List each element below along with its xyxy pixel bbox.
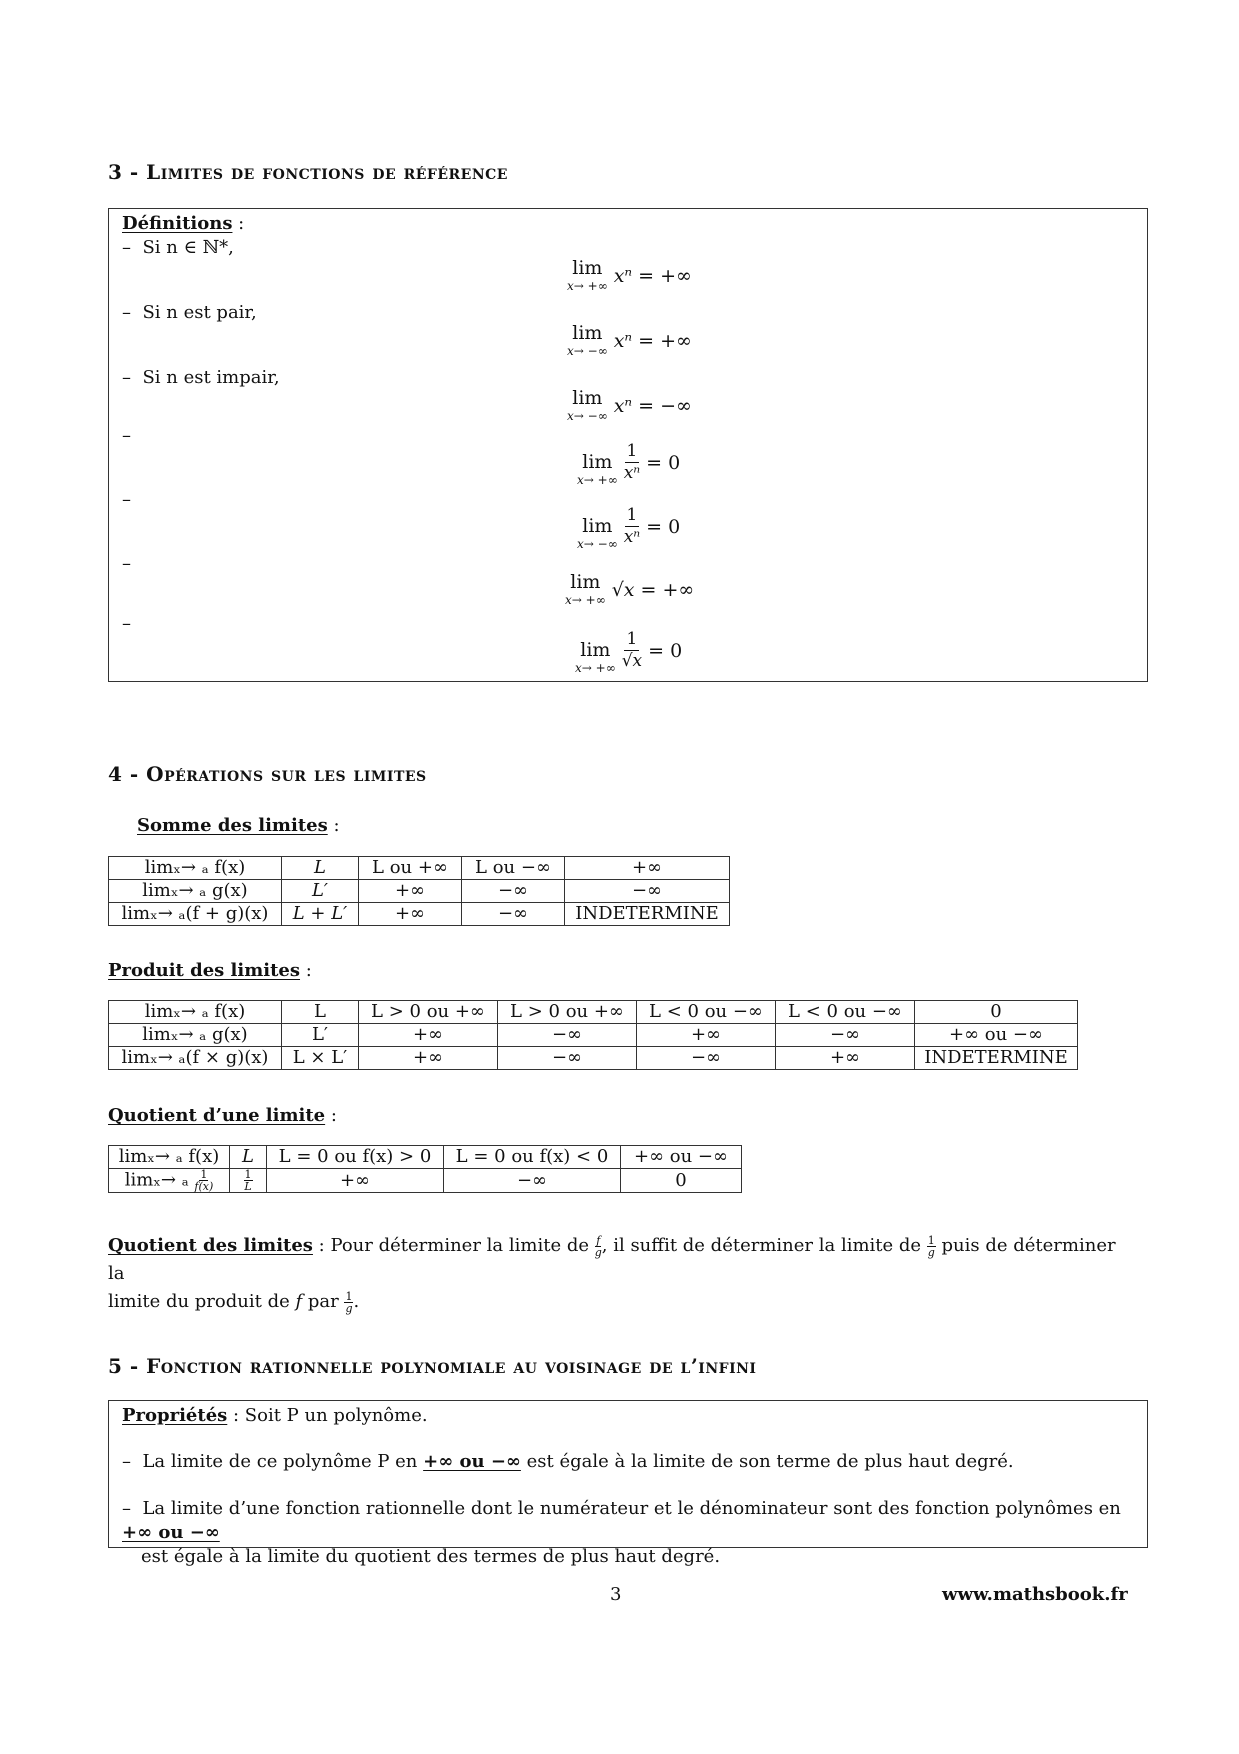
definition-item-1: – Si n ∈ ℕ*, [122, 237, 234, 258]
definitions-box [108, 208, 1148, 682]
somme-heading: Somme des limites : [137, 815, 340, 836]
formula-1: lim x→ +∞ xⁿ = +∞ [567, 257, 692, 293]
table-row: limₓ→ ₐ f(x) L L > 0 ou +∞ L > 0 ou +∞ L < 0 ou −∞ L < 0 ou −∞ 0 [109, 1001, 1078, 1024]
table-row: limₓ→ ₐ g(x) L′ +∞ −∞ +∞ −∞ +∞ ou −∞ [109, 1024, 1078, 1047]
formula-3: lim x→ −∞ xⁿ = −∞ [567, 387, 692, 423]
section-4-title: 4 - Opérations sur les limites [108, 762, 427, 786]
table-row: limₓ→ ₐ $\frac{1}{f(x)}$ $\frac{1}{L}$ +∞ −∞ 0 [109, 1169, 742, 1193]
quotient-table [108, 1145, 742, 1193]
proprietes-box [108, 1400, 1148, 1567]
definitions-label: Définitions [122, 213, 233, 234]
produit-heading: Produit des limites : [108, 960, 312, 981]
somme-table [108, 856, 730, 926]
table-row: limₓ→ ₐ f(x) L L = 0 ou f(x) > 0 L = 0 ou f(x) < 0 +∞ ou −∞ [109, 1146, 742, 1169]
definition-item-2: – Si n est pair, [122, 302, 257, 323]
formula-5: lim x→ −∞ $\frac{1}{\text{xⁿ}}$ = 0 [577, 505, 681, 551]
page-number: 3 [610, 1584, 622, 1605]
definition-item-4: – [122, 425, 131, 446]
formula-4: lim x→ +∞ $\frac{1}{\text{xⁿ}}$ = 0 [577, 441, 681, 487]
definition-item-5: – [122, 489, 131, 510]
table-row: limₓ→ ₐ f(x) L L ou +∞ L ou −∞ +∞ [109, 857, 730, 880]
table-row: limₓ→ ₐ g(x) L′ +∞ −∞ −∞ [109, 880, 730, 903]
quotient-des-limites-paragraph: Quotient des limites : Pour déterminer la limite de $\frac{f}{g}$ , il suffit de déterminer la limite de $\frac{1}{g}$ puis de déterminer la limite du produit de f par $\frac{1}{g}$ . [108, 1233, 1116, 1315]
produit-table [108, 1000, 1078, 1070]
table-row: limₓ→ ₐ(f + g)(x) L + L′ +∞ −∞ INDETERMINE [109, 903, 730, 926]
formula-6: lim x→ +∞ √x = +∞ [565, 571, 695, 607]
quotient1-heading: Quotient d’une limite : [108, 1105, 337, 1126]
section-5-title: 5 - Fonction rationnelle polynomiale au voisinage de l’infini [108, 1354, 757, 1378]
proprietes-heading: Propriétés : Soit P un polynôme. [122, 1405, 428, 1426]
definition-item-7: – [122, 613, 131, 634]
formula-2: lim x→ −∞ xⁿ = +∞ [567, 322, 692, 358]
website-link[interactable]: www.mathsbook.fr [942, 1584, 1128, 1605]
propriete-item-1: – La limite de ce polynôme P en +∞ ou −∞ est égale à la limite de son terme de plus haut degré. [122, 1451, 1014, 1472]
definition-item-3: – Si n est impair, [122, 367, 280, 388]
definitions-heading: Définitions : [122, 213, 245, 234]
table-row: limₓ→ ₐ(f × g)(x) L × L′ +∞ −∞ −∞ +∞ INDETERMINE [109, 1047, 1078, 1070]
formula-7: lim x→ +∞ $\frac{1}{√x}$ = 0 [575, 629, 683, 675]
propriete-item-2: – La limite d’une fonction rationnelle dont le numérateur et le dénominateur sont des fonction polynômes en +∞ ou −∞ est égale à la limite du quotient des termes de plus haut degré. [122, 1498, 1121, 1567]
section-3-title: 3 - Limites de fonctions de référence [108, 160, 508, 184]
definition-item-6: – [122, 553, 131, 574]
